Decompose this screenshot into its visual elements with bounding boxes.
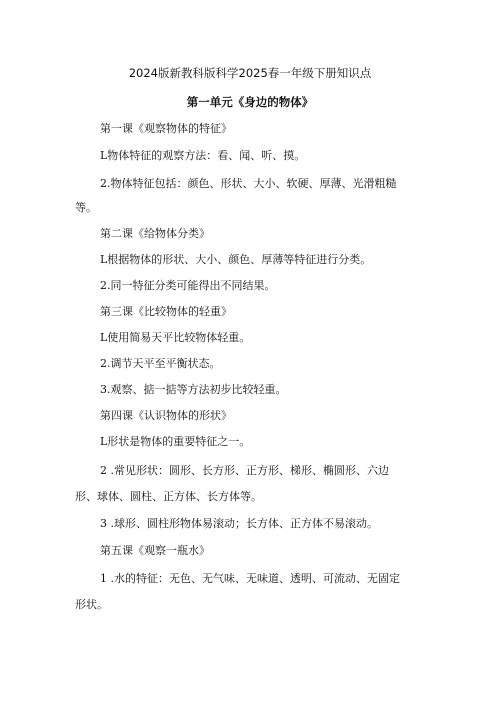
- paragraph-line: 2.同一特征分类可能得出不同结果。: [100, 279, 276, 292]
- paragraph-line: 形、球体、圆柱、正方体、长方体等。: [75, 490, 262, 503]
- document-title: 2024版新教科版科学2025春一年级下册知识点: [128, 66, 372, 80]
- paragraph-line: L根据物体的形状、大小、颜色、厚薄等特征进行分类。: [100, 253, 372, 266]
- lesson-3-heading: 第三课《比较物体的轻重》: [100, 305, 232, 318]
- paragraph-line: 2.物体特征包括：颜色、形状、大小、软硬、厚薄、光滑粗糙: [100, 177, 397, 190]
- paragraph-line: 3 .球形、圆柱形物体易滚动；长方体、正方体不易滚动。: [100, 517, 378, 530]
- unit-title: 第一单元《身边的物体》: [186, 95, 314, 109]
- paragraph-line: L形状是物体的重要特征之一。: [100, 435, 251, 448]
- paragraph-line: L物体特征的观察方法：看、闻、听、摸。: [100, 149, 306, 162]
- paragraph-line: 形状。: [75, 598, 108, 611]
- paragraph-line: 等。: [75, 201, 97, 214]
- paragraph-line: 2.调节天平至平衡状态。: [100, 357, 221, 370]
- paragraph-line: 1 .水的特征：无色、无气味、无味道、透明、可流动、无固定: [100, 572, 400, 585]
- paragraph-line: 3.观察、掂一掂等方法初步比较轻重。: [100, 383, 287, 396]
- paragraph-line: L使用简易天平比较物体轻重。: [100, 331, 251, 344]
- paragraph-line: 2 .常见形状：圆形、长方形、正方形、梯形、椭圆形、六边: [100, 464, 389, 477]
- lesson-4-heading: 第四课《认识物体的形状》: [100, 409, 232, 422]
- lesson-2-heading: 第二课《给物体分类》: [100, 227, 210, 240]
- lesson-1-heading: 第一课《观察物体的特征》: [100, 122, 232, 135]
- lesson-5-heading: 第五课《观察一瓶水》: [100, 544, 210, 557]
